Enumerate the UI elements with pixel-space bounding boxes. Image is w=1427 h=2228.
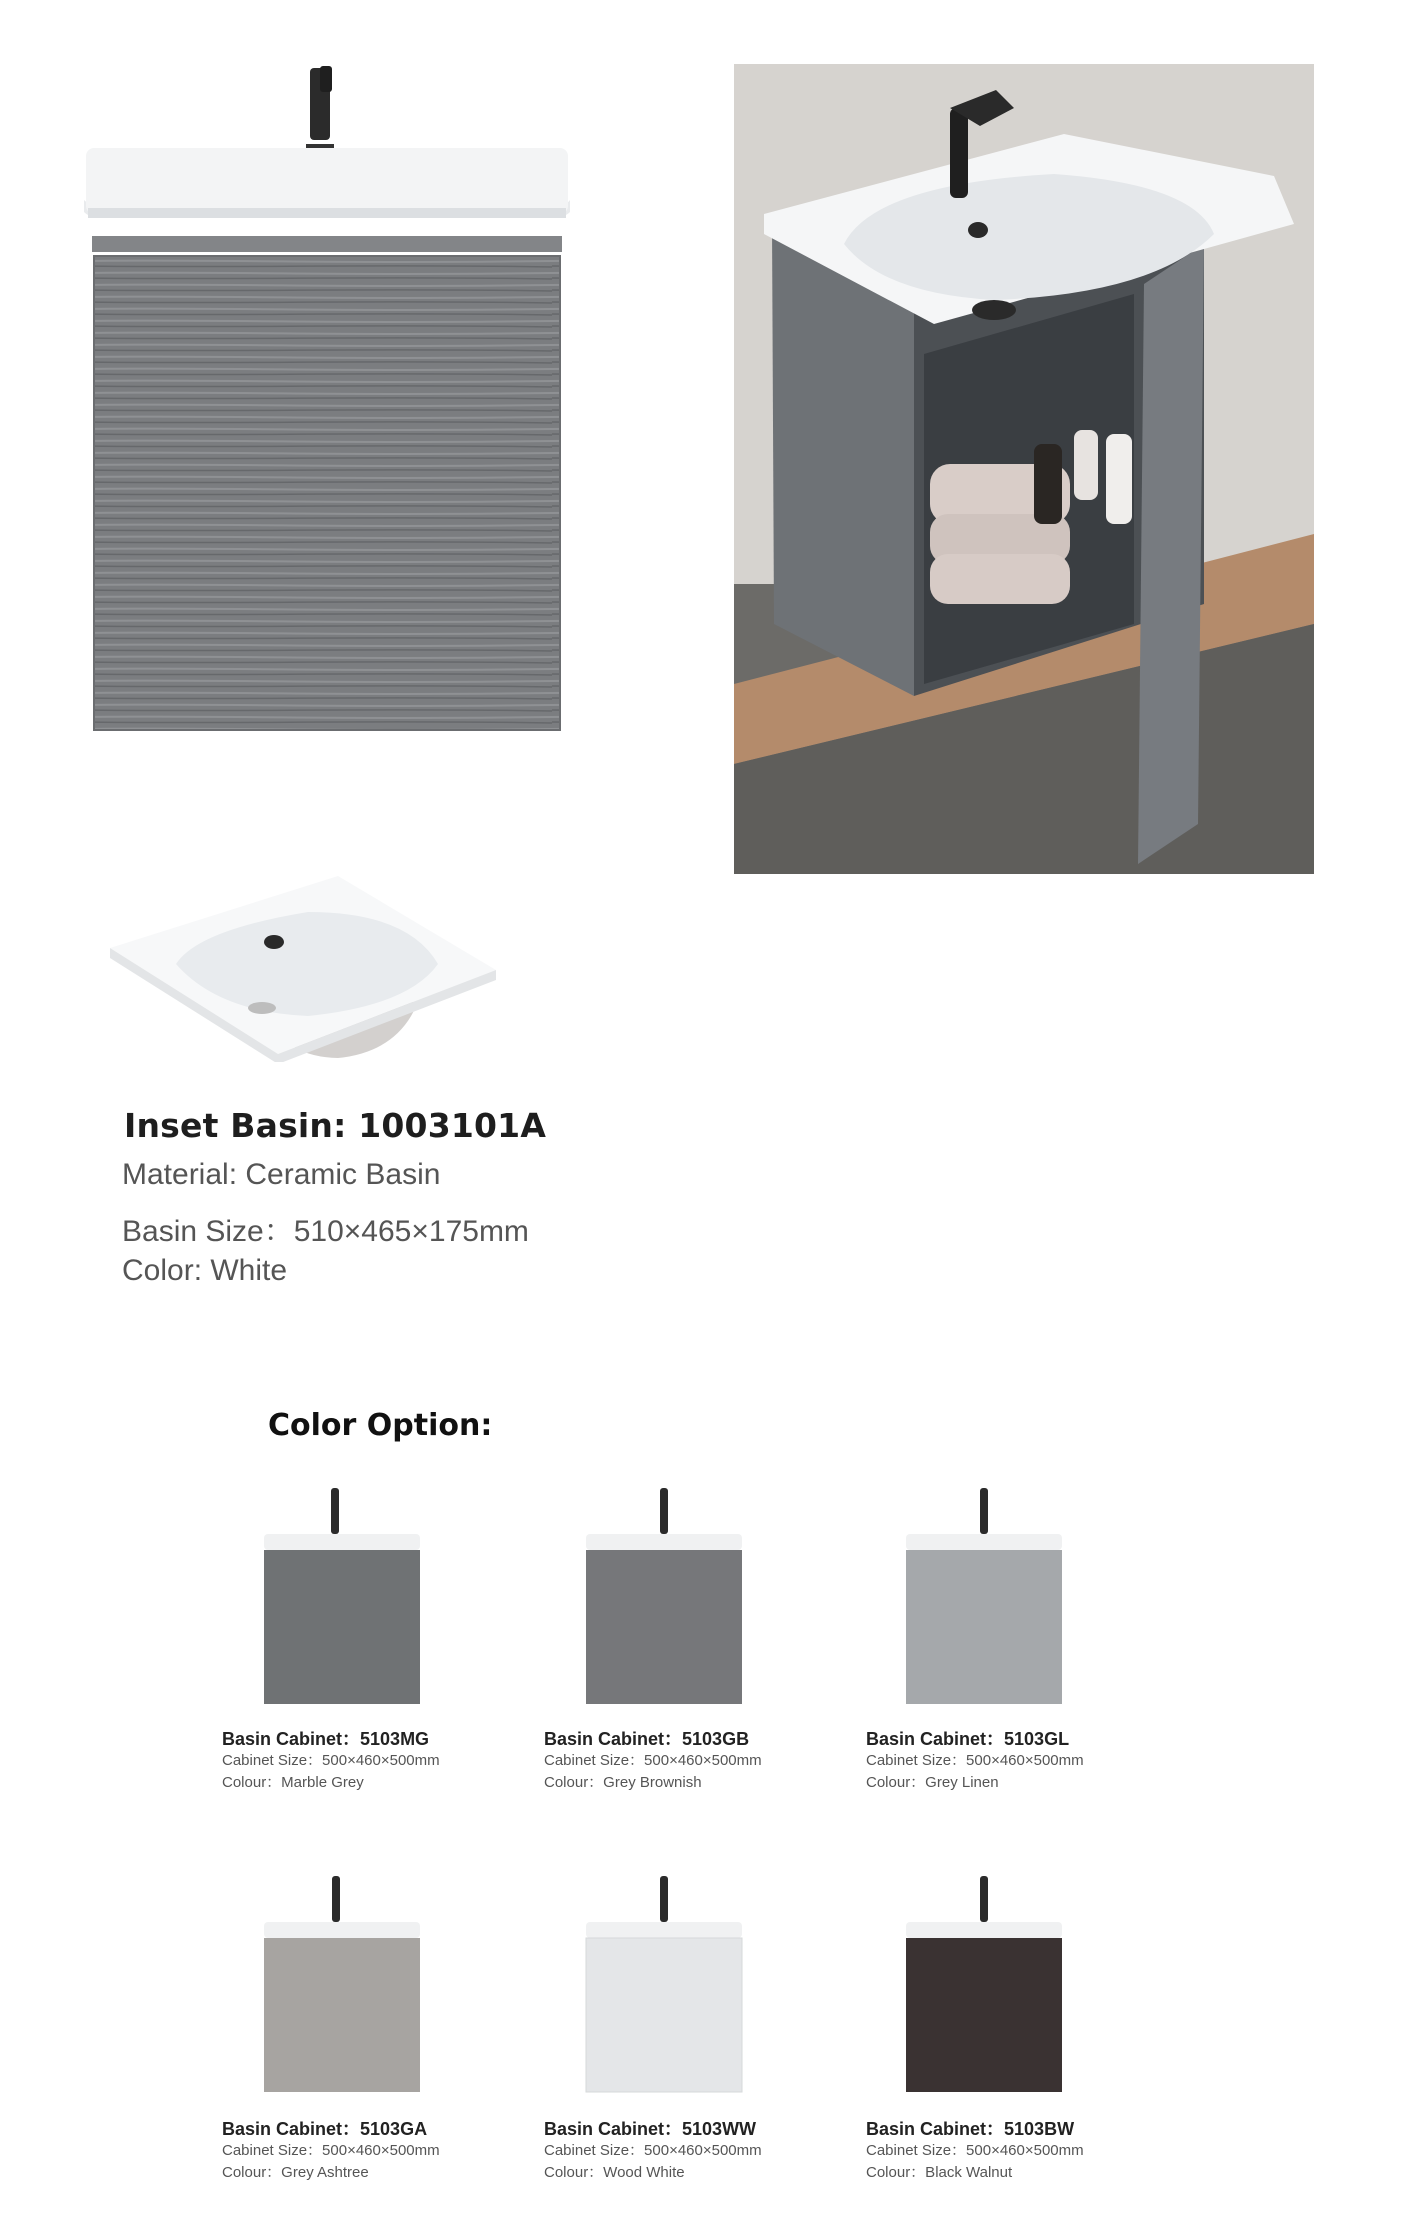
hero-cabinet-front-image: [82, 66, 572, 732]
swatch-colour: Colour：Black Walnut: [866, 2164, 1013, 2181]
lifestyle-bathroom-photo: [734, 64, 1314, 874]
swatch-size: Cabinet Size：500×460×500mm: [222, 1752, 440, 1769]
swatch-colour: Colour：Marble Grey: [222, 1774, 364, 1791]
swatch-card: [262, 1876, 422, 2096]
swatch-title: Basin Cabinet：5103WW: [544, 2119, 757, 2139]
basin-color: Color: White: [122, 1254, 288, 1287]
basin-material: Material: Ceramic Basin: [122, 1158, 441, 1191]
swatch-colour: Colour：Grey Brownish: [544, 1774, 702, 1791]
swatch-title: Basin Cabinet：5103GL: [866, 1729, 1070, 1749]
swatch-size: Cabinet Size：500×460×500mm: [544, 1752, 762, 1769]
color-option-heading: Color Option:: [268, 1408, 493, 1443]
swatch-card: [904, 1876, 1064, 2096]
swatch-card: [904, 1488, 1064, 1708]
swatch-title: Basin Cabinet：5103BW: [866, 2119, 1075, 2139]
swatch-caption: [222, 2118, 522, 2184]
swatch-caption: [866, 1728, 1166, 1794]
swatch-title: Basin Cabinet：5103GA: [222, 2119, 428, 2139]
swatch-caption: [544, 1728, 844, 1794]
swatch-size: Cabinet Size：500×460×500mm: [222, 2142, 440, 2159]
swatch-title: Basin Cabinet：5103GB: [544, 1729, 750, 1749]
inset-basin-image: [108, 872, 498, 1062]
swatch-card: [262, 1488, 422, 1708]
swatch-card: [584, 1876, 744, 2096]
basin-size: Basin Size：510×465×175mm: [122, 1215, 529, 1248]
swatch-colour: Colour：Grey Linen: [866, 1774, 999, 1791]
swatch-title: Basin Cabinet：5103MG: [222, 1729, 430, 1749]
basin-spec-title: Inset Basin: 1003101A: [124, 1106, 547, 1145]
swatch-caption: [222, 1728, 522, 1794]
swatch-colour: Colour：Wood White: [544, 2164, 685, 2181]
swatch-card: [584, 1488, 744, 1708]
swatch-colour: Colour：Grey Ashtree: [222, 2164, 369, 2181]
swatch-caption: [866, 2118, 1166, 2184]
swatch-size: Cabinet Size：500×460×500mm: [544, 2142, 762, 2159]
swatch-size: Cabinet Size：500×460×500mm: [866, 2142, 1084, 2159]
swatch-caption: [544, 2118, 844, 2184]
swatch-size: Cabinet Size：500×460×500mm: [866, 1752, 1084, 1769]
